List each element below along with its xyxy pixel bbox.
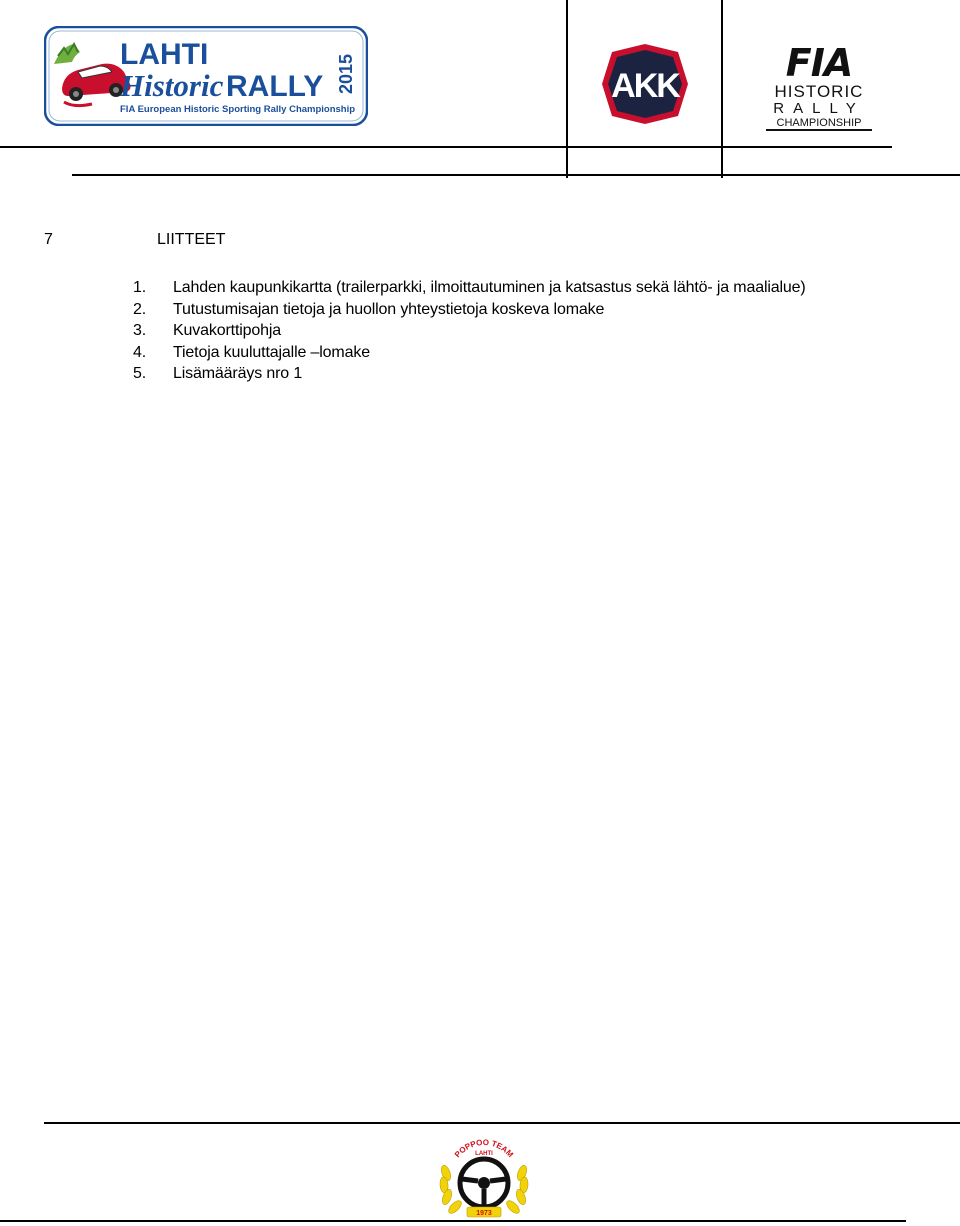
header-divider-top bbox=[0, 146, 892, 148]
akk-logo-text: AKK bbox=[611, 67, 679, 105]
list-item-number: 4. bbox=[133, 343, 147, 361]
fia-logo-line1: HISTORIC bbox=[774, 82, 864, 101]
rally-logo-tagline: FIA European Historic Sporting Rally Championship bbox=[120, 104, 356, 115]
fia-historic-rally-logo bbox=[762, 42, 876, 134]
list-item bbox=[133, 342, 806, 364]
fia-logo-line2: RALLY bbox=[773, 100, 865, 117]
rally-logo-historic: Historic bbox=[120, 68, 224, 103]
steering-wheel-icon bbox=[460, 1159, 508, 1207]
list-item-number: 3. bbox=[133, 322, 147, 339]
list-item-text: Lisämääräys nro 1 bbox=[173, 365, 303, 382]
header-divider-bottom bbox=[72, 174, 960, 176]
rally-logo-rally: RALLY bbox=[226, 70, 324, 103]
list-item-text: Tietoja kuuluttajalle –lomake bbox=[173, 343, 370, 361]
list-item bbox=[133, 363, 806, 385]
poppoo-logo-year: 1973 bbox=[476, 1210, 492, 1217]
lahti-historic-rally-logo bbox=[44, 26, 368, 126]
list-item-text: Tutustumisajan tietoja ja huollon yhteystietoja koskeva lomake bbox=[173, 300, 605, 318]
list-item-number: 1. bbox=[133, 279, 147, 296]
attachments-list bbox=[133, 277, 806, 385]
section-heading bbox=[44, 231, 225, 249]
footer-divider-top bbox=[44, 1122, 960, 1124]
list-item bbox=[133, 299, 806, 321]
header-vertical-divider-left bbox=[566, 0, 568, 178]
list-item-text: Kuvakorttipohja bbox=[173, 322, 282, 339]
akk-logo bbox=[598, 42, 692, 126]
list-item-number: 2. bbox=[133, 300, 147, 318]
footer-divider-bottom bbox=[0, 1220, 906, 1222]
list-item bbox=[133, 277, 806, 299]
poppoo-team-logo bbox=[434, 1133, 534, 1219]
header-vertical-divider-right bbox=[721, 0, 723, 178]
section-number: 7 bbox=[44, 231, 53, 248]
rally-logo-line1: LAHTI bbox=[120, 38, 209, 71]
fia-logo-line3: CHAMPIONSHIP bbox=[776, 117, 862, 129]
fia-logo-mark: FIA bbox=[785, 42, 853, 85]
list-item-text: Lahden kaupunkikartta (trailerparkki, ilmoittautuminen ja katsastus sekä lähtö- ja maalialue) bbox=[173, 279, 806, 296]
poppoo-logo-top-text: POPPOO TEAM bbox=[452, 1137, 516, 1160]
list-item-number: 5. bbox=[133, 365, 147, 382]
list-item bbox=[133, 320, 806, 342]
rally-logo-year: 2015 bbox=[336, 53, 356, 94]
poppoo-logo-sub-text: LAHTI bbox=[475, 1151, 493, 1157]
section-title: LIITTEET bbox=[157, 231, 226, 248]
